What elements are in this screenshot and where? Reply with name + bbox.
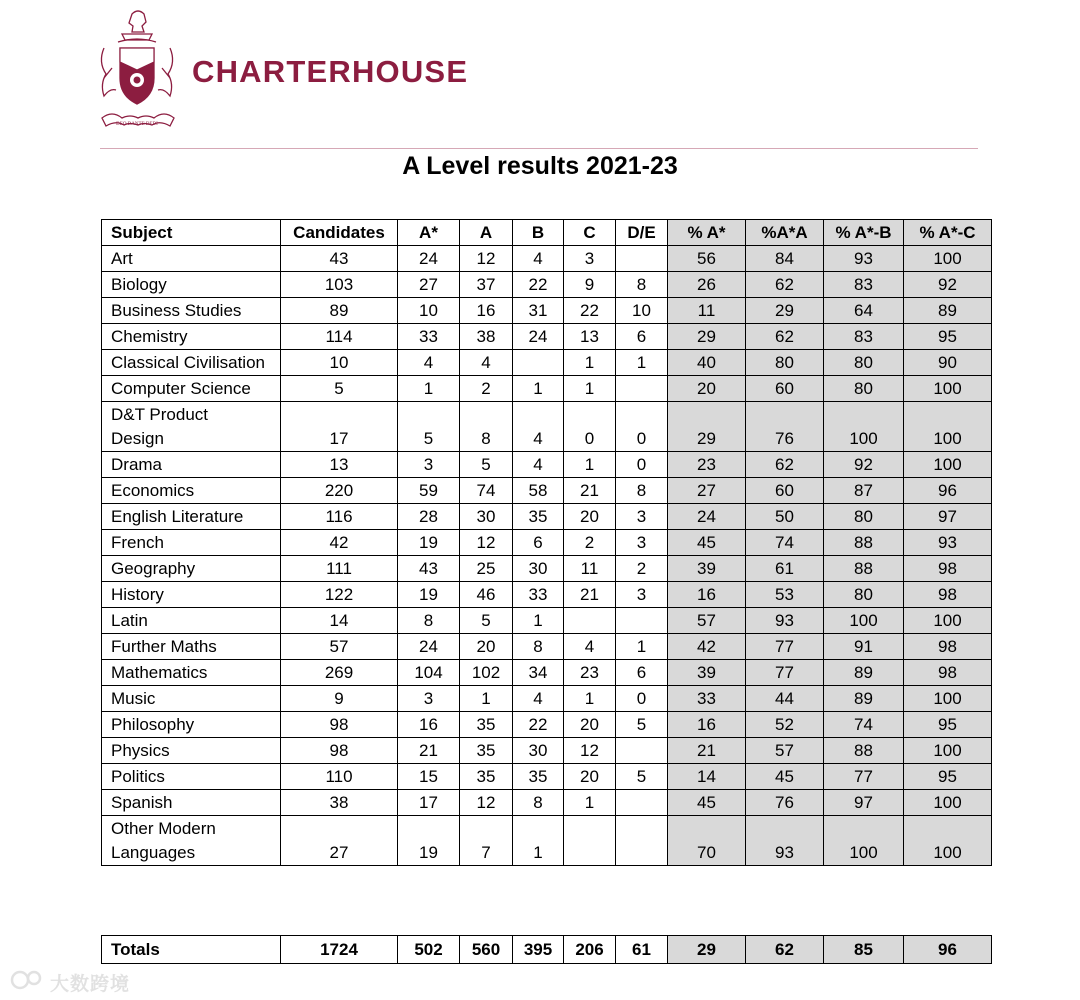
table-cell [564,608,616,634]
table-cell: 60 [746,478,824,504]
table-cell: 45 [668,790,746,816]
table-cell: 4 [513,246,564,272]
table-cell: 22 [513,712,564,738]
table-cell: 61 [746,556,824,582]
table-cell: 1 [564,686,616,712]
table-cell: 76 [746,790,824,816]
table-cell: 39 [668,660,746,686]
subject-cell: Chemistry [102,324,281,350]
table-cell: 12 [460,790,513,816]
subject-cell: Geography [102,556,281,582]
header-divider [100,148,978,149]
table-cell: 62 [746,272,824,298]
table-row [102,712,992,738]
table-cell: 93 [746,816,824,866]
table-row [102,556,992,582]
table-cell: 74 [460,478,513,504]
table-cell: 95 [904,324,992,350]
table-cell: 15 [398,764,460,790]
table-cell: 35 [513,504,564,530]
table-cell: 21 [398,738,460,764]
table-cell: 24 [513,324,564,350]
column-header: % A*-B [824,220,904,246]
table-cell: 100 [824,816,904,866]
table-cell: 4 [513,452,564,478]
table-cell: 77 [746,660,824,686]
table-cell: 26 [668,272,746,298]
table-cell: 35 [460,764,513,790]
subject-cell: Classical Civilisation [102,350,281,376]
table-cell: 122 [281,582,398,608]
table-cell: 19 [398,816,460,866]
table-cell: 16 [398,712,460,738]
table-cell: 90 [904,350,992,376]
table-cell: 11 [564,556,616,582]
table-cell: 1 [564,790,616,816]
table-cell: 4 [460,350,513,376]
column-header: A* [398,220,460,246]
table-cell: 3 [398,452,460,478]
column-header: C [564,220,616,246]
table-cell: 88 [824,738,904,764]
table-cell: 1 [564,350,616,376]
table-cell: 100 [904,686,992,712]
table-cell [616,608,668,634]
table-row [102,790,992,816]
table-cell: 30 [513,556,564,582]
table-cell: 14 [281,608,398,634]
table-cell: 4 [398,350,460,376]
table-cell: 12 [460,530,513,556]
watermark-text: 大数跨境 [50,974,131,995]
table-cell: 43 [398,556,460,582]
table-cell: 58 [513,478,564,504]
subject-cell: Further Maths [102,634,281,660]
table-cell: 114 [281,324,398,350]
table-cell: 56 [668,246,746,272]
table-cell: 87 [824,478,904,504]
table-cell: 28 [398,504,460,530]
table-cell: 102 [460,660,513,686]
subject-cell: Latin [102,608,281,634]
table-cell: 98 [281,738,398,764]
table-cell: 4 [564,634,616,660]
table-cell: 5 [460,608,513,634]
table-cell: 33 [668,686,746,712]
table-cell: 100 [904,738,992,764]
table-cell: 23 [668,452,746,478]
table-row [102,816,992,866]
table-cell: 80 [824,350,904,376]
table-cell: 1 [564,376,616,402]
table-cell: 21 [564,478,616,504]
table-cell: 5 [460,452,513,478]
table-cell: 45 [746,764,824,790]
table-row [102,478,992,504]
subject-cell: English Literature [102,504,281,530]
results-body [102,246,992,866]
table-row [102,738,992,764]
table-cell: 50 [746,504,824,530]
table-cell: 98 [281,712,398,738]
table-cell: 98 [904,634,992,660]
table-row [102,608,992,634]
table-cell: 11 [668,298,746,324]
subject-cell: Philosophy [102,712,281,738]
table-cell: 30 [460,504,513,530]
table-cell: 42 [281,530,398,556]
table-cell: 91 [824,634,904,660]
table-row [102,660,992,686]
table-cell: 38 [460,324,513,350]
table-cell: 8 [460,402,513,452]
table-cell: 0 [616,402,668,452]
table-cell: 3 [616,504,668,530]
table-cell: 95 [904,712,992,738]
table-cell: 8 [513,790,564,816]
table-cell: 1 [564,452,616,478]
table-cell: 89 [824,660,904,686]
table-cell: 13 [281,452,398,478]
table-cell: 93 [904,530,992,556]
table-cell: 100 [904,376,992,402]
table-cell: 5 [398,402,460,452]
table-cell: 6 [616,324,668,350]
table-cell: 76 [746,402,824,452]
table-cell: 19 [398,530,460,556]
table-cell [564,816,616,866]
table-cell: 2 [460,376,513,402]
table-cell: 13 [564,324,616,350]
table-cell: 8 [513,634,564,660]
table-cell: 80 [824,582,904,608]
table-cell: 77 [824,764,904,790]
table-row [102,246,992,272]
table-cell: 70 [668,816,746,866]
page-title: A Level results 2021-23 [402,152,678,180]
table-cell: 31 [513,298,564,324]
crest-motto: DEO DANTE DEDI [116,122,158,127]
table-cell: 45 [668,530,746,556]
table-row [102,376,992,402]
table-cell: 29 [746,298,824,324]
charterhouse-crest-logo [96,8,178,136]
subject-cell: Mathematics [102,660,281,686]
watermark [10,966,150,996]
table-cell: 20 [564,712,616,738]
table-cell: 89 [904,298,992,324]
table-cell: 59 [398,478,460,504]
table-cell: 100 [824,402,904,452]
table-cell [616,790,668,816]
table-cell: 5 [616,764,668,790]
table-cell: 100 [904,246,992,272]
table-cell: 35 [460,712,513,738]
table-cell: 38 [281,790,398,816]
table-cell: 0 [616,452,668,478]
table-cell: 57 [281,634,398,660]
table-cell: 64 [824,298,904,324]
table-cell: 20 [564,504,616,530]
table-cell: 62 [746,324,824,350]
totals-cell: 395 [513,936,564,964]
table-cell [616,816,668,866]
table-cell: 96 [904,478,992,504]
table-cell: 8 [616,478,668,504]
totals-cell: 61 [616,936,668,964]
table-cell: 100 [904,816,992,866]
table-row [102,350,992,376]
table-row [102,272,992,298]
table-cell: 25 [460,556,513,582]
table-cell: 80 [746,350,824,376]
table-cell: 30 [513,738,564,764]
subject-cell: Spanish [102,790,281,816]
table-row [102,530,992,556]
table-cell: 104 [398,660,460,686]
table-cell: 6 [513,530,564,556]
table-cell: 22 [564,298,616,324]
table-cell: 21 [668,738,746,764]
table-cell: 83 [824,324,904,350]
table-row [102,452,992,478]
totals-cell: 29 [668,936,746,964]
table-cell: 5 [616,712,668,738]
column-header: B [513,220,564,246]
table-cell: 20 [564,764,616,790]
table-row [102,324,992,350]
table-cell: 8 [616,272,668,298]
table-cell: 3 [398,686,460,712]
subject-cell: D&T Product Design [102,402,281,452]
table-cell: 40 [668,350,746,376]
totals-cell: 96 [904,936,992,964]
table-cell: 9 [281,686,398,712]
table-cell: 24 [668,504,746,530]
table-cell: 92 [824,452,904,478]
table-cell: 6 [616,660,668,686]
subject-cell: French [102,530,281,556]
table-row [102,686,992,712]
table-cell: 17 [281,402,398,452]
table-cell: 20 [460,634,513,660]
table-cell: 1 [513,816,564,866]
brand-name: CHARTERHOUSE [192,54,469,89]
table-cell: 77 [746,634,824,660]
table-cell: 92 [904,272,992,298]
table-cell: 33 [398,324,460,350]
table-cell: 100 [904,608,992,634]
table-cell: 37 [460,272,513,298]
subject-cell: Computer Science [102,376,281,402]
table-cell: 53 [746,582,824,608]
subject-cell: Other Modern Languages [102,816,281,866]
subject-cell: History [102,582,281,608]
table-cell: 16 [668,712,746,738]
table-cell: 60 [746,376,824,402]
table-cell [616,246,668,272]
table-cell: 44 [746,686,824,712]
table-row [102,764,992,790]
table-header-row [102,220,992,246]
table-cell: 29 [668,324,746,350]
subject-cell: Physics [102,738,281,764]
table-cell: 42 [668,634,746,660]
table-cell: 62 [746,452,824,478]
table-cell: 16 [668,582,746,608]
table-cell [616,738,668,764]
table-cell: 97 [904,504,992,530]
table-cell: 74 [746,530,824,556]
subject-cell: Economics [102,478,281,504]
table-cell: 1 [398,376,460,402]
table-cell: 23 [564,660,616,686]
table-cell: 2 [616,556,668,582]
column-header: D/E [616,220,668,246]
table-cell: 100 [904,402,992,452]
table-cell: 29 [668,402,746,452]
table-cell: 43 [281,246,398,272]
column-header: % A* [668,220,746,246]
table-cell: 110 [281,764,398,790]
table-cell: 34 [513,660,564,686]
table-cell: 88 [824,556,904,582]
table-cell: 98 [904,660,992,686]
table-cell: 1 [513,376,564,402]
table-cell: 3 [616,530,668,556]
table-cell: 10 [616,298,668,324]
totals-label: Totals [102,936,281,964]
table-cell: 88 [824,530,904,556]
table-cell: 5 [281,376,398,402]
column-header: A [460,220,513,246]
subject-cell: Business Studies [102,298,281,324]
table-cell: 100 [824,608,904,634]
totals-cell: 62 [746,936,824,964]
results-table [101,219,992,866]
totals-row [102,936,992,964]
table-cell: 12 [564,738,616,764]
table-cell: 100 [904,790,992,816]
totals-cell: 502 [398,936,460,964]
table-cell: 89 [281,298,398,324]
table-cell: 57 [668,608,746,634]
table-cell: 0 [616,686,668,712]
table-cell: 16 [460,298,513,324]
table-row [102,402,992,452]
table-cell: 1 [616,350,668,376]
table-cell: 39 [668,556,746,582]
table-cell: 9 [564,272,616,298]
table-cell: 27 [398,272,460,298]
table-cell: 116 [281,504,398,530]
table-cell: 21 [564,582,616,608]
table-row [102,634,992,660]
table-cell: 27 [668,478,746,504]
table-cell: 269 [281,660,398,686]
column-header: %A*A [746,220,824,246]
table-cell: 27 [281,816,398,866]
table-cell [616,376,668,402]
table-cell: 103 [281,272,398,298]
table-cell: 1 [616,634,668,660]
table-cell: 83 [824,272,904,298]
table-row [102,298,992,324]
table-cell: 3 [564,246,616,272]
table-cell: 1 [460,686,513,712]
table-cell: 33 [513,582,564,608]
table-cell: 24 [398,246,460,272]
table-row [102,582,992,608]
subject-cell: Art [102,246,281,272]
subject-cell: Music [102,686,281,712]
totals-cell: 560 [460,936,513,964]
totals-cell: 85 [824,936,904,964]
table-cell: 3 [616,582,668,608]
totals-table [101,935,992,964]
table-cell: 24 [398,634,460,660]
table-cell: 19 [398,582,460,608]
table-cell: 0 [564,402,616,452]
table-cell: 22 [513,272,564,298]
table-cell: 52 [746,712,824,738]
table-cell: 98 [904,556,992,582]
table-cell: 4 [513,402,564,452]
table-cell: 14 [668,764,746,790]
table-cell: 2 [564,530,616,556]
table-cell: 97 [824,790,904,816]
table-cell: 95 [904,764,992,790]
table-cell: 89 [824,686,904,712]
table-cell [513,350,564,376]
table-cell: 80 [824,504,904,530]
table-cell: 100 [904,452,992,478]
table-cell: 12 [460,246,513,272]
totals-cell: 206 [564,936,616,964]
totals-cell: 1724 [281,936,398,964]
table-cell: 10 [398,298,460,324]
table-cell: 7 [460,816,513,866]
table-cell: 93 [824,246,904,272]
subject-cell: Biology [102,272,281,298]
table-cell: 220 [281,478,398,504]
column-header: % A*-C [904,220,992,246]
watermark-logo-icon [10,966,46,992]
table-cell: 17 [398,790,460,816]
table-cell: 35 [513,764,564,790]
table-cell: 8 [398,608,460,634]
table-cell: 4 [513,686,564,712]
subject-cell: Politics [102,764,281,790]
table-cell: 57 [746,738,824,764]
column-header: Subject [102,220,281,246]
table-cell: 10 [281,350,398,376]
table-cell: 20 [668,376,746,402]
table-cell: 98 [904,582,992,608]
table-cell: 111 [281,556,398,582]
table-row [102,504,992,530]
column-header: Candidates [281,220,398,246]
subject-cell: Drama [102,452,281,478]
table-cell: 93 [746,608,824,634]
table-cell: 1 [513,608,564,634]
table-cell: 74 [824,712,904,738]
table-cell: 80 [824,376,904,402]
table-cell: 46 [460,582,513,608]
table-cell: 35 [460,738,513,764]
table-cell: 84 [746,246,824,272]
